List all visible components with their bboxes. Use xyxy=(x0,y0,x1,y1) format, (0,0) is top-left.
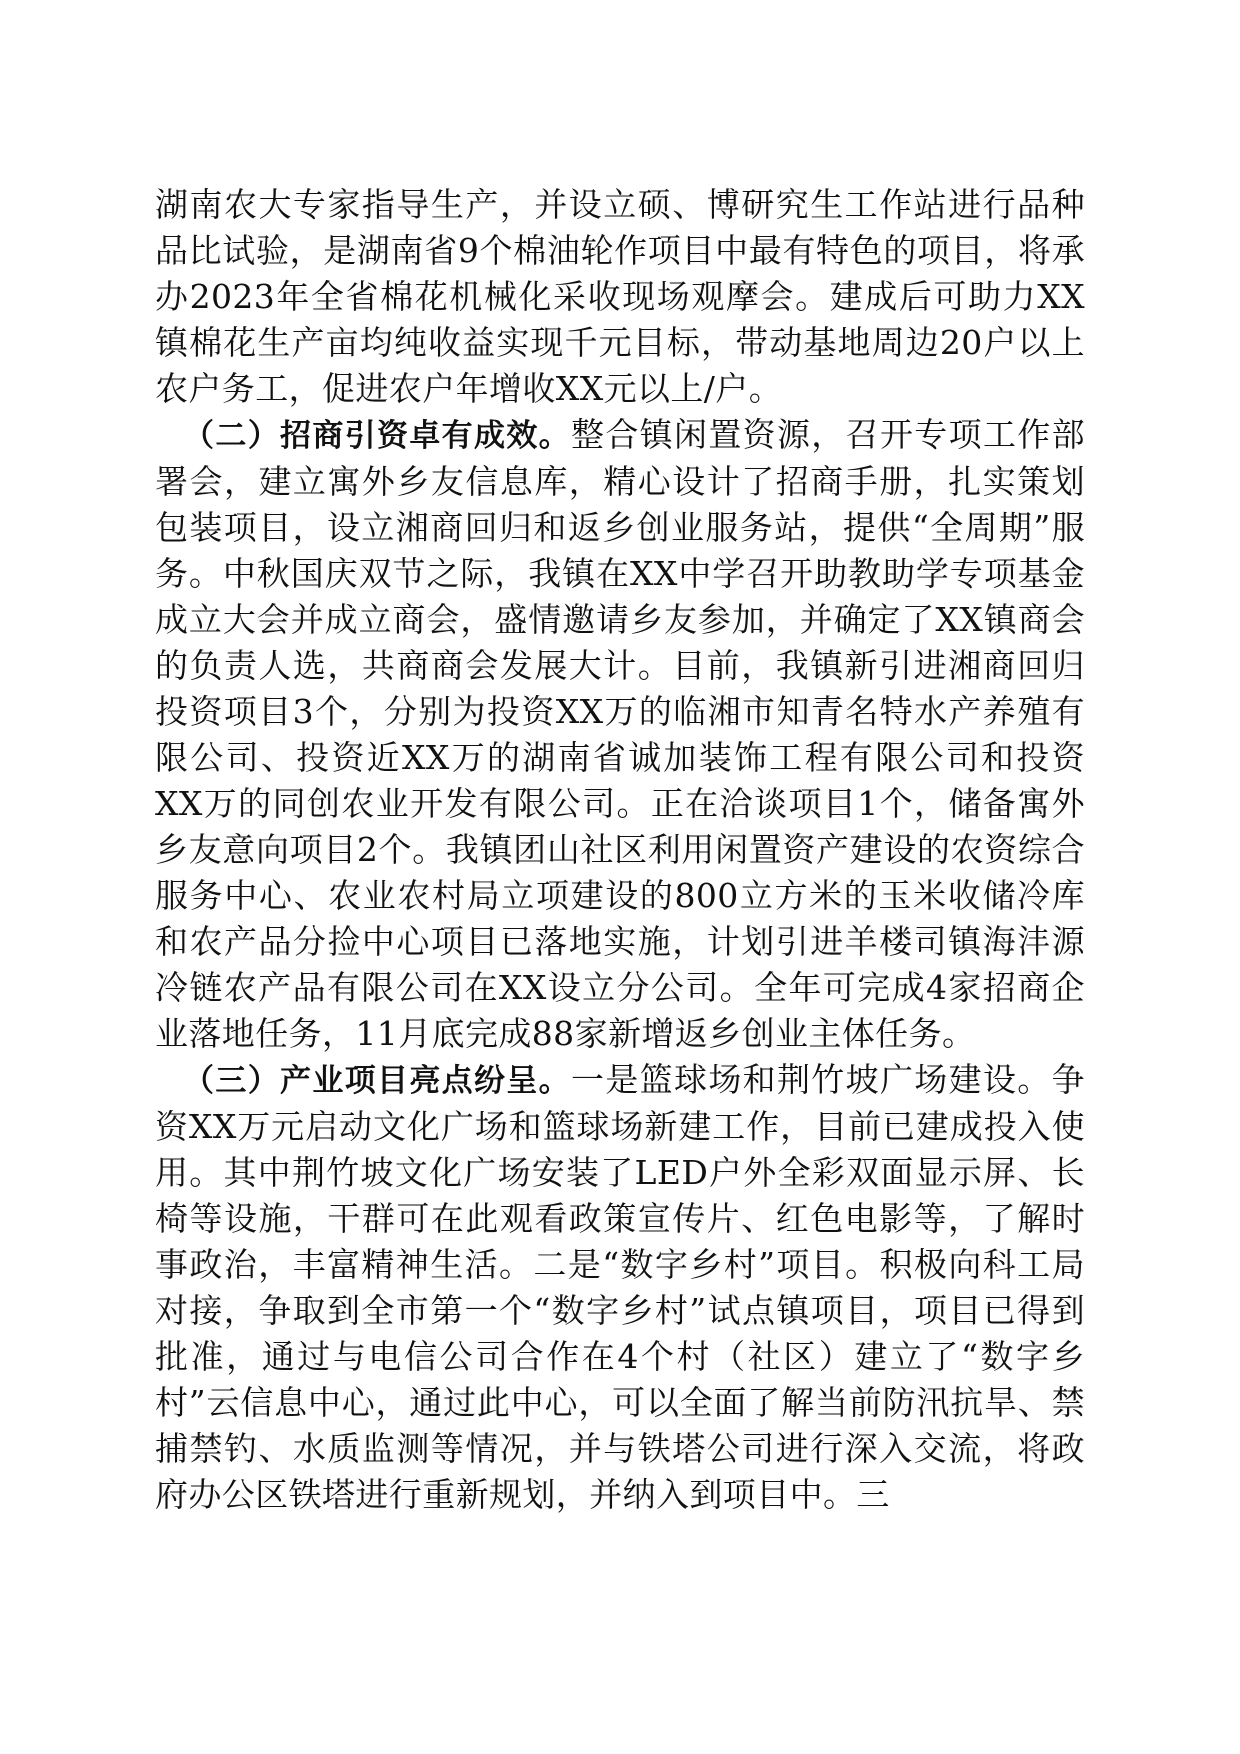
paragraph-text: 整合镇闲置资源，召开专项工作部署会，建立寓外乡友信息库，精心设计了招商手册，扎实策划包装项目，设立湘商回归和返乡创业服务站，提供“全周期”服务。中秋国庆双节之际，我镇在XX中学召开助教助学专项基金成立大会并成立商会，盛情邀请乡友参加，并确定了XX镇商会的负责人选，共商商会发展大计。目前，我镇新引进湘商回归投资项目3个，分别为投资XX万的临湘市知青名特水产养殖有限公司、投资近XX万的湖南省诚加装饰工程有限公司和投资XX万的同创农业开发有限公司。正在洽谈项目1个，储备寓外乡友意向项目2个。我镇团山社区利用闲置资产建设的农资综合服务中心、农业农村局立项建设的800立方米的玉米收储冷库和农产品分捡中心项目已落地实施，计划引进羊楼司镇海沣源冷链农产品有限公司在XX设立分公司。全年可完成4家招商企业落地任务，11月底完成88家新增返乡创业主体任务。 xyxy=(155,415,1085,1053)
section-heading-industry: （三）产业项目亮点纷呈。 xyxy=(183,1063,571,1099)
paragraph-investment-attraction xyxy=(155,412,1085,1057)
paragraph-continuation xyxy=(155,182,1085,412)
paragraph-text: 湖南农大专家指导生产，并设立硕、博研究生工作站进行品种品比试验，是湖南省9个棉油轮作项目中最有特色的项目，将承办2023年全省棉花机械化采收现场观摩会。建成后可助力XX镇棉花生产亩均纯收益实现千元目标，带动基地周边20户以上农户务工，促进农户年增收XX元以上/户。 xyxy=(155,185,1085,408)
paragraph-text: 一是篮球场和荆竹坡广场建设。争资XX万元启动文化广场和篮球场新建工作，目前已建成投入使用。其中荆竹坡文化广场安装了LED户外全彩双面显示屏、长椅等设施，干群可在此观看政策宣传片、红色电影等，了解时事政治，丰富精神生活。二是“数字乡村”项目。积极向科工局对接，争取到全市第一个“数字乡村”试点镇项目，项目已得到批准，通过与电信公司合作在4个村（社区）建立了“数字乡村”云信息中心，通过此中心，可以全面了解当前防汛抗旱、禁捕禁钓、水质监测等情况，并与铁塔公司进行深入交流，将政府办公区铁塔进行重新规划，并纳入到项目中。三 xyxy=(155,1060,1085,1514)
paragraph-industry-projects xyxy=(155,1057,1085,1518)
document-body xyxy=(155,182,1085,1518)
section-heading-investment: （二）招商引资卓有成效。 xyxy=(183,418,571,454)
